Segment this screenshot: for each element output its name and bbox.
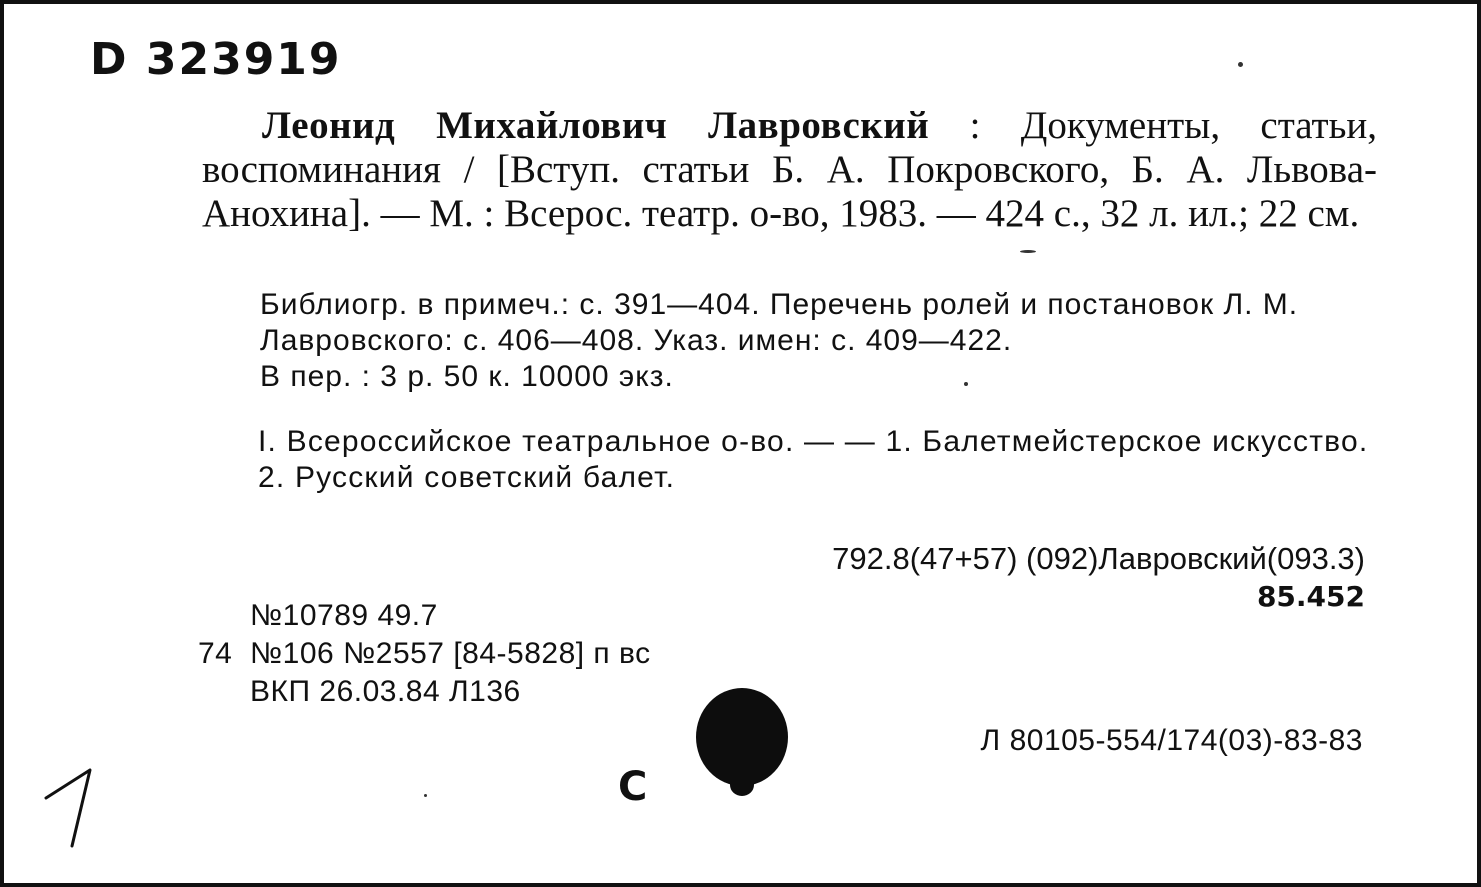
author-name: Леонид Михайлович Лавровский bbox=[262, 104, 930, 147]
bbk-index: 85.452 bbox=[1256, 580, 1365, 613]
speck bbox=[1020, 250, 1036, 253]
subject-headings bbox=[202, 424, 1377, 496]
punch-hole-tail bbox=[730, 774, 754, 796]
publisher-code: Л 80105-554/174(03)-83-83 bbox=[980, 724, 1363, 757]
notes-block bbox=[202, 287, 1377, 395]
registry-line-2: 74 №106 №2557 [84-5828] п вс bbox=[198, 635, 651, 673]
title-description: : Документы, статьи, воспоминания / [Вступ. статьи Б. А. Покровского, Б. А. Львова-Анохина]. — М. : Всерос. театр. о-во, 1983. — 424 с., 32 л. ил.; 22 см. bbox=[202, 104, 1378, 235]
speck bbox=[964, 382, 968, 386]
subject-text: I. Всероссийское театральное о-во. — — 1. Балетмейстерское искусство. 2. Русский советский балет. bbox=[258, 425, 1369, 494]
registry-line-3: ВКП 26.03.84 Л136 bbox=[250, 675, 521, 708]
stamp-letter: C bbox=[618, 764, 648, 810]
main-entry bbox=[202, 104, 1377, 236]
punch-hole bbox=[696, 688, 788, 786]
registry-block bbox=[198, 597, 651, 711]
handwritten-number bbox=[32, 764, 102, 859]
speck bbox=[424, 794, 427, 797]
price-run-note: В пер. : 3 р. 50 к. 10000 экз. bbox=[260, 360, 674, 393]
registry-prefix: 74 bbox=[198, 637, 233, 670]
registry-line-1: №10789 49.7 bbox=[250, 599, 438, 632]
bibliography-note: Библиогр. в примеч.: с. 391—404. Перечень ролей и постановок Л. М. Лавровского: с. 406—408. Указ. имен: с. 409—422. bbox=[260, 288, 1299, 357]
udc-index: 792.8(47+57) (092)Лавровский(093.3) bbox=[832, 541, 1365, 576]
classification-block bbox=[832, 540, 1365, 616]
handwritten-one-glyph bbox=[32, 764, 102, 854]
catalog-number: D 323919 bbox=[90, 34, 342, 85]
speck bbox=[1238, 62, 1243, 67]
